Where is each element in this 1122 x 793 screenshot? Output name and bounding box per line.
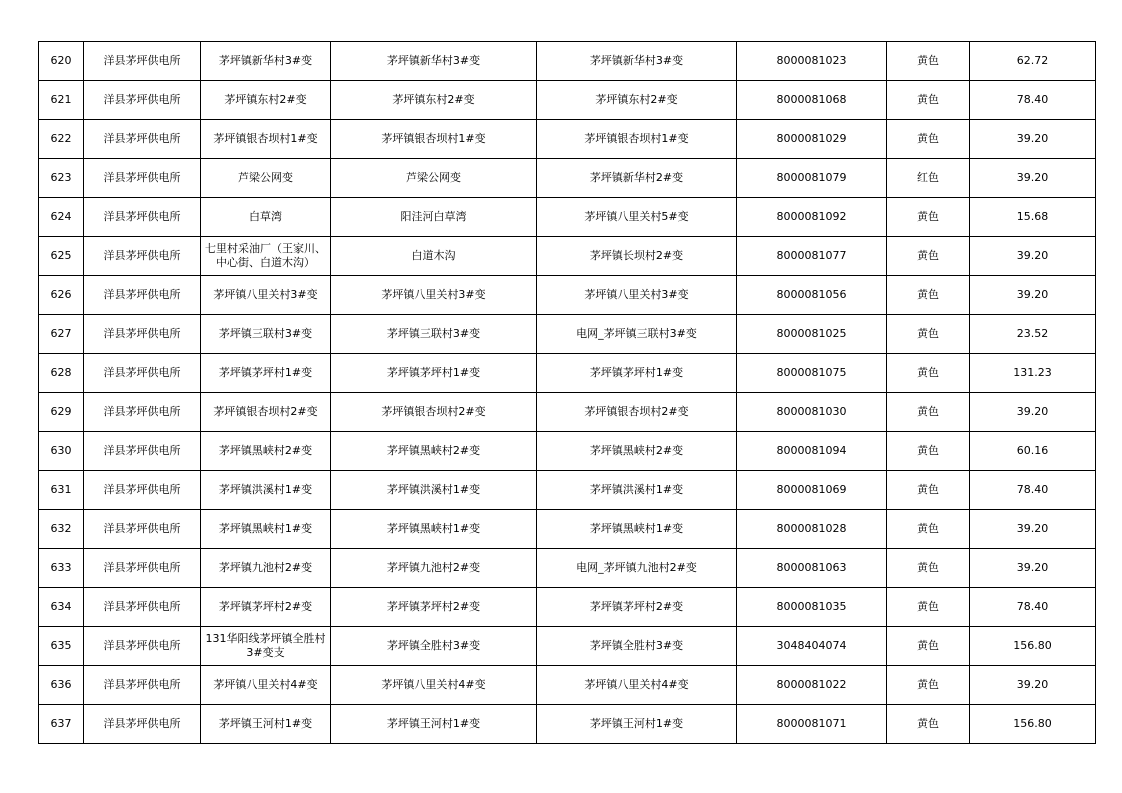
station-name-cell: 茅坪镇八里关村3#变 (331, 276, 537, 315)
line-name-cell: 芦梁公网变 (201, 159, 331, 198)
transformer-name-cell: 茅坪镇茅坪村1#变 (537, 354, 737, 393)
line-name-cell: 茅坪镇银杏坝村2#变 (201, 393, 331, 432)
line-name-cell: 茅坪镇王河村1#变 (201, 705, 331, 744)
supply-station-cell: 洋县茅坪供电所 (84, 549, 201, 588)
supply-station-cell: 洋县茅坪供电所 (84, 315, 201, 354)
line-name-cell: 茅坪镇茅坪村2#变 (201, 588, 331, 627)
transformer-name-cell: 茅坪镇黑峡村1#变 (537, 510, 737, 549)
data-table (38, 41, 1096, 744)
account-number-cell: 8000081056 (737, 276, 887, 315)
account-number-cell: 8000081030 (737, 393, 887, 432)
account-number-cell: 8000081022 (737, 666, 887, 705)
warning-color-cell: 黄色 (887, 666, 970, 705)
amount-cell: 78.40 (970, 588, 1096, 627)
warning-color-cell: 黄色 (887, 393, 970, 432)
amount-cell: 23.52 (970, 315, 1096, 354)
supply-station-cell: 洋县茅坪供电所 (84, 432, 201, 471)
account-number-cell: 8000081068 (737, 81, 887, 120)
supply-station-cell: 洋县茅坪供电所 (84, 198, 201, 237)
station-name-cell: 茅坪镇银杏坝村2#变 (331, 393, 537, 432)
supply-station-cell: 洋县茅坪供电所 (84, 42, 201, 81)
station-name-cell: 茅坪镇黑峡村1#变 (331, 510, 537, 549)
amount-cell: 39.20 (970, 159, 1096, 198)
transformer-name-cell: 茅坪镇八里关村3#变 (537, 276, 737, 315)
row-number-cell: 626 (39, 276, 84, 315)
transformer-name-cell: 茅坪镇长坝村2#变 (537, 237, 737, 276)
account-number-cell: 8000081063 (737, 549, 887, 588)
amount-cell: 39.20 (970, 237, 1096, 276)
row-number-cell: 629 (39, 393, 84, 432)
supply-station-cell: 洋县茅坪供电所 (84, 510, 201, 549)
table-body (39, 42, 1096, 744)
warning-color-cell: 红色 (887, 159, 970, 198)
supply-station-cell: 洋县茅坪供电所 (84, 354, 201, 393)
warning-color-cell: 黄色 (887, 471, 970, 510)
table-row (39, 276, 1096, 315)
row-number-cell: 628 (39, 354, 84, 393)
account-number-cell: 8000081094 (737, 432, 887, 471)
table-row (39, 237, 1096, 276)
transformer-name-cell: 茅坪镇茅坪村2#变 (537, 588, 737, 627)
transformer-name-cell: 电网_茅坪镇九池村2#变 (537, 549, 737, 588)
row-number-cell: 636 (39, 666, 84, 705)
station-name-cell: 芦梁公网变 (331, 159, 537, 198)
transformer-name-cell: 茅坪镇八里关村5#变 (537, 198, 737, 237)
amount-cell: 39.20 (970, 549, 1096, 588)
table-row (39, 549, 1096, 588)
warning-color-cell: 黄色 (887, 705, 970, 744)
table-row (39, 120, 1096, 159)
transformer-name-cell: 茅坪镇东村2#变 (537, 81, 737, 120)
row-number-cell: 627 (39, 315, 84, 354)
row-number-cell: 625 (39, 237, 84, 276)
amount-cell: 39.20 (970, 510, 1096, 549)
amount-cell: 62.72 (970, 42, 1096, 81)
warning-color-cell: 黄色 (887, 315, 970, 354)
station-name-cell: 白道木沟 (331, 237, 537, 276)
transformer-name-cell: 电网_茅坪镇三联村3#变 (537, 315, 737, 354)
table-row (39, 627, 1096, 666)
account-number-cell: 8000081035 (737, 588, 887, 627)
table-row (39, 471, 1096, 510)
station-name-cell: 茅坪镇茅坪村1#变 (331, 354, 537, 393)
table-row (39, 666, 1096, 705)
table-row (39, 705, 1096, 744)
warning-color-cell: 黄色 (887, 276, 970, 315)
line-name-cell: 茅坪镇三联村3#变 (201, 315, 331, 354)
table-row (39, 159, 1096, 198)
account-number-cell: 3048404074 (737, 627, 887, 666)
table-row (39, 198, 1096, 237)
line-name-cell: 茅坪镇黑峡村1#变 (201, 510, 331, 549)
account-number-cell: 8000081071 (737, 705, 887, 744)
account-number-cell: 8000081069 (737, 471, 887, 510)
station-name-cell: 茅坪镇王河村1#变 (331, 705, 537, 744)
line-name-cell: 茅坪镇银杏坝村1#变 (201, 120, 331, 159)
line-name-cell: 白草湾 (201, 198, 331, 237)
warning-color-cell: 黄色 (887, 198, 970, 237)
warning-color-cell: 黄色 (887, 354, 970, 393)
row-number-cell: 634 (39, 588, 84, 627)
warning-color-cell: 黄色 (887, 549, 970, 588)
amount-cell: 39.20 (970, 393, 1096, 432)
account-number-cell: 8000081023 (737, 42, 887, 81)
supply-station-cell: 洋县茅坪供电所 (84, 627, 201, 666)
supply-station-cell: 洋县茅坪供电所 (84, 120, 201, 159)
row-number-cell: 621 (39, 81, 84, 120)
warning-color-cell: 黄色 (887, 432, 970, 471)
row-number-cell: 630 (39, 432, 84, 471)
account-number-cell: 8000081079 (737, 159, 887, 198)
warning-color-cell: 黄色 (887, 627, 970, 666)
row-number-cell: 633 (39, 549, 84, 588)
table-row (39, 510, 1096, 549)
row-number-cell: 635 (39, 627, 84, 666)
station-name-cell: 茅坪镇新华村3#变 (331, 42, 537, 81)
table-row (39, 432, 1096, 471)
station-name-cell: 茅坪镇黑峡村2#变 (331, 432, 537, 471)
station-name-cell: 茅坪镇洪溪村1#变 (331, 471, 537, 510)
row-number-cell: 623 (39, 159, 84, 198)
row-number-cell: 624 (39, 198, 84, 237)
account-number-cell: 8000081025 (737, 315, 887, 354)
row-number-cell: 637 (39, 705, 84, 744)
transformer-name-cell: 茅坪镇银杏坝村1#变 (537, 120, 737, 159)
supply-station-cell: 洋县茅坪供电所 (84, 666, 201, 705)
transformer-name-cell: 茅坪镇新华村3#变 (537, 42, 737, 81)
amount-cell: 60.16 (970, 432, 1096, 471)
station-name-cell: 阳洼河白草湾 (331, 198, 537, 237)
transformer-name-cell: 茅坪镇王河村1#变 (537, 705, 737, 744)
transformer-name-cell: 茅坪镇八里关村4#变 (537, 666, 737, 705)
station-name-cell: 茅坪镇东村2#变 (331, 81, 537, 120)
line-name-cell: 131华阳线茅坪镇全胜村3#变支 (201, 627, 331, 666)
account-number-cell: 8000081029 (737, 120, 887, 159)
table-row (39, 354, 1096, 393)
warning-color-cell: 黄色 (887, 42, 970, 81)
table-row (39, 42, 1096, 81)
station-name-cell: 茅坪镇银杏坝村1#变 (331, 120, 537, 159)
account-number-cell: 8000081077 (737, 237, 887, 276)
warning-color-cell: 黄色 (887, 120, 970, 159)
line-name-cell: 茅坪镇黑峡村2#变 (201, 432, 331, 471)
amount-cell: 15.68 (970, 198, 1096, 237)
line-name-cell: 茅坪镇八里关村4#变 (201, 666, 331, 705)
line-name-cell: 茅坪镇东村2#变 (201, 81, 331, 120)
warning-color-cell: 黄色 (887, 81, 970, 120)
line-name-cell: 茅坪镇洪溪村1#变 (201, 471, 331, 510)
supply-station-cell: 洋县茅坪供电所 (84, 393, 201, 432)
table-row (39, 588, 1096, 627)
amount-cell: 39.20 (970, 120, 1096, 159)
amount-cell: 131.23 (970, 354, 1096, 393)
table-row (39, 393, 1096, 432)
transformer-name-cell: 茅坪镇黑峡村2#变 (537, 432, 737, 471)
supply-station-cell: 洋县茅坪供电所 (84, 705, 201, 744)
account-number-cell: 8000081028 (737, 510, 887, 549)
station-name-cell: 茅坪镇三联村3#变 (331, 315, 537, 354)
row-number-cell: 631 (39, 471, 84, 510)
amount-cell: 156.80 (970, 627, 1096, 666)
transformer-name-cell: 茅坪镇洪溪村1#变 (537, 471, 737, 510)
transformer-name-cell: 茅坪镇银杏坝村2#变 (537, 393, 737, 432)
station-name-cell: 茅坪镇九池村2#变 (331, 549, 537, 588)
station-name-cell: 茅坪镇八里关村4#变 (331, 666, 537, 705)
line-name-cell: 茅坪镇九池村2#变 (201, 549, 331, 588)
amount-cell: 78.40 (970, 471, 1096, 510)
line-name-cell: 茅坪镇新华村3#变 (201, 42, 331, 81)
account-number-cell: 8000081092 (737, 198, 887, 237)
warning-color-cell: 黄色 (887, 237, 970, 276)
amount-cell: 39.20 (970, 276, 1096, 315)
supply-station-cell: 洋县茅坪供电所 (84, 276, 201, 315)
amount-cell: 78.40 (970, 81, 1096, 120)
row-number-cell: 620 (39, 42, 84, 81)
amount-cell: 39.20 (970, 666, 1096, 705)
supply-station-cell: 洋县茅坪供电所 (84, 471, 201, 510)
supply-station-cell: 洋县茅坪供电所 (84, 588, 201, 627)
row-number-cell: 622 (39, 120, 84, 159)
account-number-cell: 8000081075 (737, 354, 887, 393)
warning-color-cell: 黄色 (887, 588, 970, 627)
table-row (39, 315, 1096, 354)
station-name-cell: 茅坪镇全胜村3#变 (331, 627, 537, 666)
table-row (39, 81, 1096, 120)
supply-station-cell: 洋县茅坪供电所 (84, 159, 201, 198)
transformer-name-cell: 茅坪镇新华村2#变 (537, 159, 737, 198)
line-name-cell: 茅坪镇茅坪村1#变 (201, 354, 331, 393)
supply-station-cell: 洋县茅坪供电所 (84, 237, 201, 276)
transformer-name-cell: 茅坪镇全胜村3#变 (537, 627, 737, 666)
supply-station-cell: 洋县茅坪供电所 (84, 81, 201, 120)
line-name-cell: 七里村采油厂（王家川、中心街、白道木沟） (201, 237, 331, 276)
row-number-cell: 632 (39, 510, 84, 549)
station-name-cell: 茅坪镇茅坪村2#变 (331, 588, 537, 627)
warning-color-cell: 黄色 (887, 510, 970, 549)
line-name-cell: 茅坪镇八里关村3#变 (201, 276, 331, 315)
amount-cell: 156.80 (970, 705, 1096, 744)
